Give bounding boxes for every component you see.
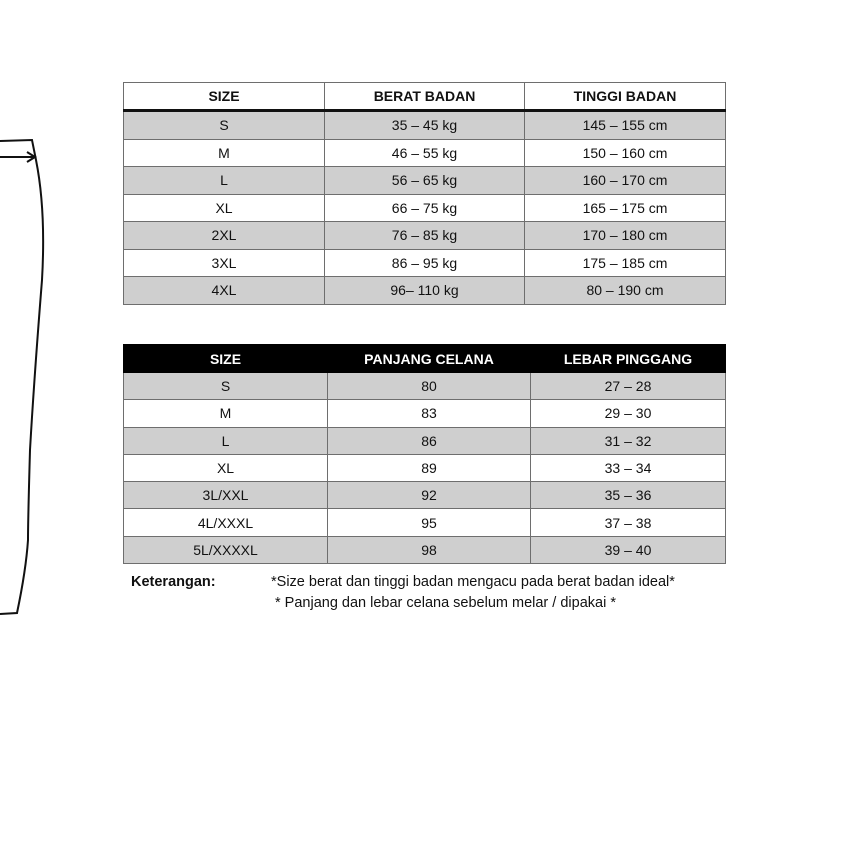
- cell-size: M: [124, 400, 328, 427]
- body-size-table: [123, 82, 726, 305]
- table-row: [124, 427, 726, 454]
- cell-waist: 39 – 40: [531, 536, 726, 563]
- table-row: [124, 277, 726, 305]
- header-size: SIZE: [124, 345, 328, 373]
- table-row: [124, 373, 726, 400]
- cell-length: 98: [328, 536, 531, 563]
- cell-height: 145 – 155 cm: [525, 111, 726, 140]
- cell-length: 83: [328, 400, 531, 427]
- cell-size: S: [124, 111, 325, 140]
- header-tinggi-badan: TINGGI BADAN: [525, 83, 726, 111]
- table-row: [124, 222, 726, 250]
- table-row: [124, 400, 726, 427]
- cell-height: 165 – 175 cm: [525, 194, 726, 222]
- table-row: [124, 167, 726, 195]
- header-berat-badan: BERAT BADAN: [325, 83, 525, 111]
- cell-length: 95: [328, 509, 531, 536]
- cell-size: 5L/XXXXL: [124, 536, 328, 563]
- pants-sketch-illustration: [0, 0, 60, 620]
- note-line-1: *Size berat dan tinggi badan mengacu pada berat badan ideal*: [271, 574, 675, 590]
- table-header-row: [124, 345, 726, 373]
- cell-size: M: [124, 139, 325, 167]
- cell-size: XL: [124, 194, 325, 222]
- cell-waist: 27 – 28: [531, 373, 726, 400]
- header-size: SIZE: [124, 83, 325, 111]
- cell-size: S: [124, 373, 328, 400]
- cell-length: 80: [328, 373, 531, 400]
- cell-size: L: [124, 427, 328, 454]
- cell-height: 170 – 180 cm: [525, 222, 726, 250]
- cell-weight: 76 – 85 kg: [325, 222, 525, 250]
- table-row: [124, 536, 726, 563]
- cell-height: 150 – 160 cm: [525, 139, 726, 167]
- cell-weight: 66 – 75 kg: [325, 194, 525, 222]
- table-row: [124, 509, 726, 536]
- notes-label: Keterangan:: [131, 574, 216, 590]
- cell-weight: 56 – 65 kg: [325, 167, 525, 195]
- table-row: [124, 482, 726, 509]
- table-row: [124, 139, 726, 167]
- pants-size-table: [123, 344, 726, 564]
- header-lebar-pinggang: LEBAR PINGGANG: [531, 345, 726, 373]
- cell-waist: 35 – 36: [531, 482, 726, 509]
- cell-waist: 37 – 38: [531, 509, 726, 536]
- cell-length: 92: [328, 482, 531, 509]
- cell-length: 89: [328, 454, 531, 481]
- cell-size: L: [124, 167, 325, 195]
- cell-height: 160 – 170 cm: [525, 167, 726, 195]
- cell-waist: 31 – 32: [531, 427, 726, 454]
- table-row: [124, 111, 726, 140]
- cell-weight: 46 – 55 kg: [325, 139, 525, 167]
- cell-size: XL: [124, 454, 328, 481]
- cell-waist: 33 – 34: [531, 454, 726, 481]
- cell-length: 86: [328, 427, 531, 454]
- header-panjang-celana: PANJANG CELANA: [328, 345, 531, 373]
- cell-waist: 29 – 30: [531, 400, 726, 427]
- cell-size: 3L/XXL: [124, 482, 328, 509]
- table-row: [124, 454, 726, 481]
- cell-size: 4XL: [124, 277, 325, 305]
- cell-size: 2XL: [124, 222, 325, 250]
- cell-height: 80 – 190 cm: [525, 277, 726, 305]
- table-row: [124, 249, 726, 277]
- cell-height: 175 – 185 cm: [525, 249, 726, 277]
- table-header-row: [124, 83, 726, 111]
- cell-size: 4L/XXXL: [124, 509, 328, 536]
- note-line-2: * Panjang dan lebar celana sebelum melar / dipakai *: [275, 595, 616, 611]
- cell-size: 3XL: [124, 249, 325, 277]
- cell-weight: 96– 110 kg: [325, 277, 525, 305]
- table-row: [124, 194, 726, 222]
- cell-weight: 35 – 45 kg: [325, 111, 525, 140]
- cell-weight: 86 – 95 kg: [325, 249, 525, 277]
